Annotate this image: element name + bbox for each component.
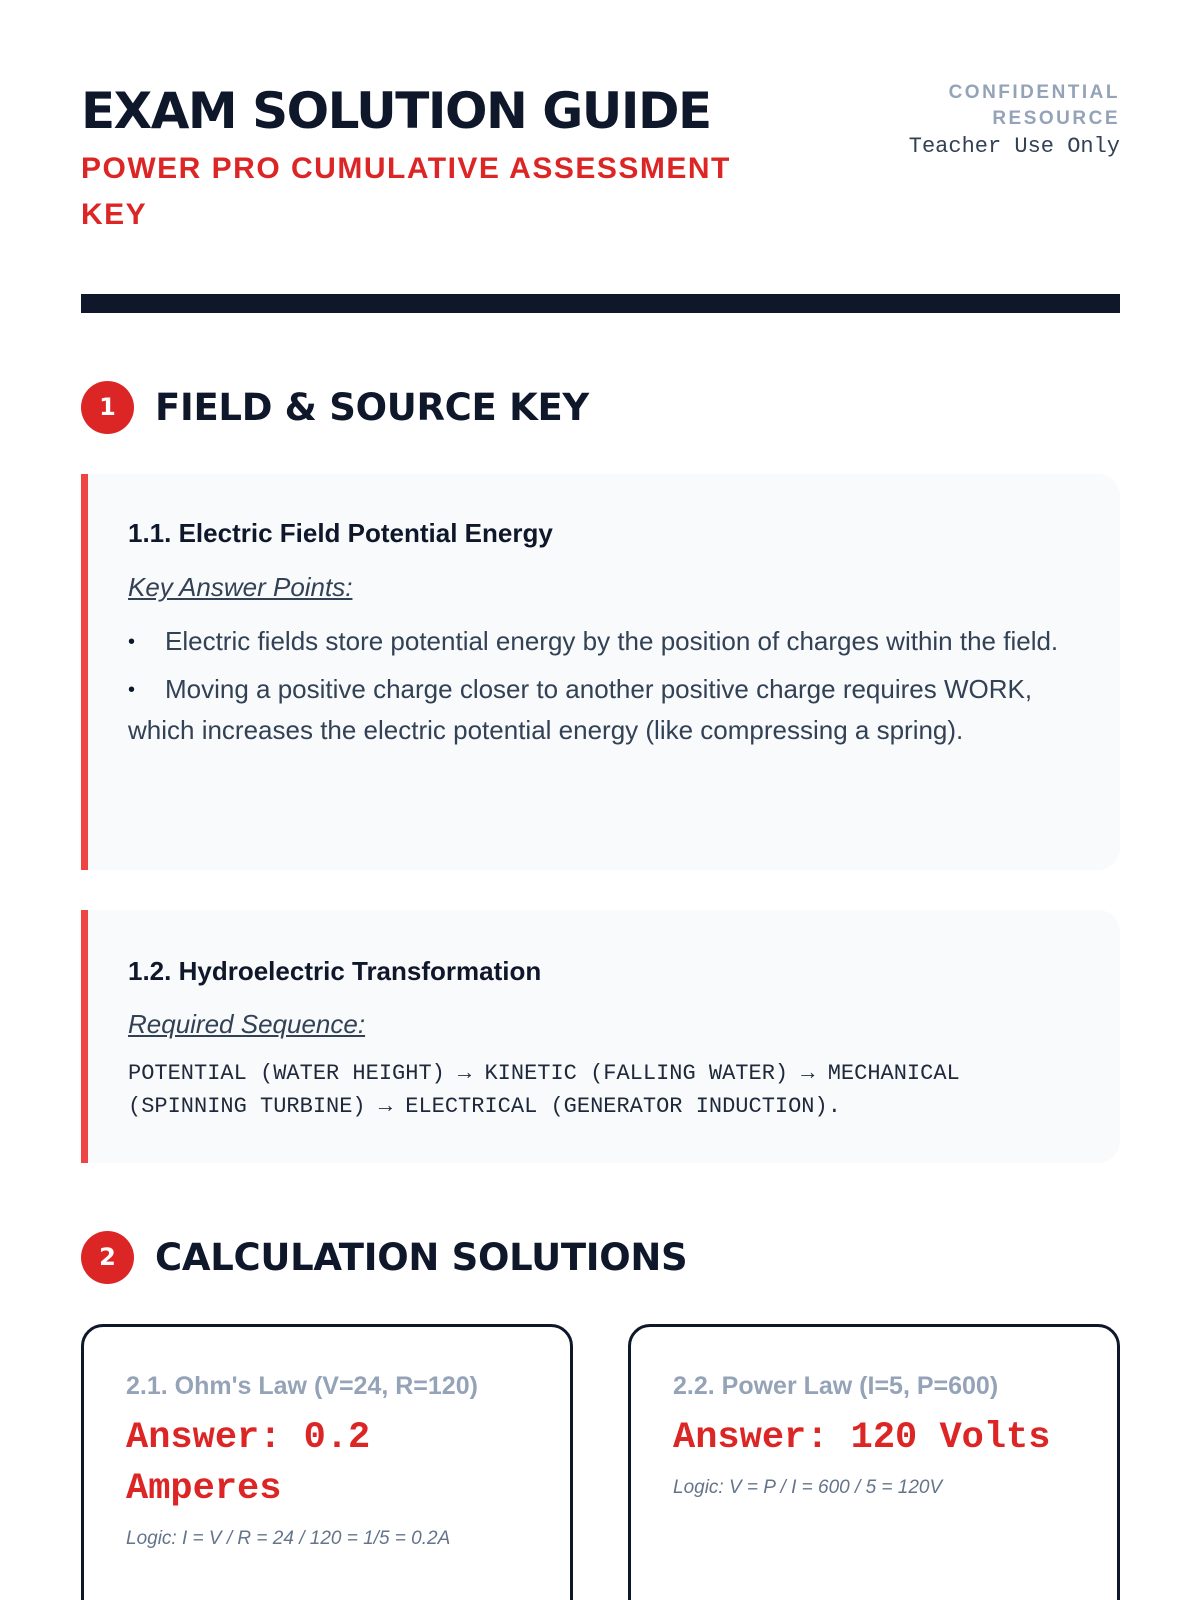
card-heading: 1.1. Electric Field Potential Energy	[128, 518, 553, 548]
calc-logic: Logic: I = V / R = 24 / 120 = 1/5 = 0.2A	[126, 1528, 451, 1549]
calc-title: 2.2. Power Law (I=5, P=600)	[673, 1372, 999, 1400]
bullet-marker: •	[128, 679, 136, 701]
card-heading: 1.2. Hydroelectric Transformation	[128, 956, 542, 986]
section-number-badge: 1	[81, 381, 134, 434]
calc-answer: Answer: 120 Volts	[673, 1417, 1051, 1459]
section-heading-field-source	[81, 380, 589, 434]
section-title: CALCULATION SOLUTIONS	[155, 1235, 688, 1279]
calc-card-ohms-law	[81, 1324, 573, 1600]
section-number-badge: 2	[81, 1231, 134, 1284]
answer-point-text: Moving a positive charge closer to another positive charge requires WORK, which increases the electric potential energy (like compressing a spring).	[128, 674, 1033, 745]
bullet-marker: •	[128, 631, 136, 653]
page-subtitle: POWER PRO CUMULATIVE ASSESSMENT KEY	[81, 152, 731, 231]
answer-point	[128, 621, 1060, 662]
key-card-hydroelectric	[81, 910, 1120, 1163]
calc-logic: Logic: V = P / I = 600 / 5 = 120V	[673, 1477, 943, 1498]
audience-note: Teacher Use Only	[908, 134, 1120, 159]
header-divider	[81, 294, 1120, 313]
solution-guide-page	[81, 0, 1120, 1600]
card-label: Required Sequence:	[128, 1009, 366, 1039]
answer-point-text: Electric fields store potential energy by the position of charges within the field.	[165, 626, 1059, 656]
calc-answer: Answer: 0.2 Amperes	[126, 1417, 371, 1510]
section-title: FIELD & SOURCE KEY	[155, 385, 589, 429]
card-label: Key Answer Points:	[128, 572, 353, 602]
answer-point	[128, 669, 1060, 750]
confidential-notice	[880, 80, 1120, 162]
key-card-electric-field	[81, 474, 1120, 870]
document-header	[81, 80, 1120, 240]
page-title: EXAM SOLUTION GUIDE	[81, 82, 711, 140]
calc-title: 2.1. Ohm's Law (V=24, R=120)	[126, 1372, 478, 1400]
confidential-label: CONFIDENTIAL RESOURCE	[948, 82, 1120, 129]
calc-card-power-law	[628, 1324, 1120, 1600]
section-heading-calculations	[81, 1230, 687, 1284]
energy-sequence: POTENTIAL (WATER HEIGHT) → KINETIC (FALLING WATER) → MECHANICAL (SPINNING TURBINE) → ELECTRICAL (GENERATOR INDUCTION).	[128, 1061, 960, 1119]
